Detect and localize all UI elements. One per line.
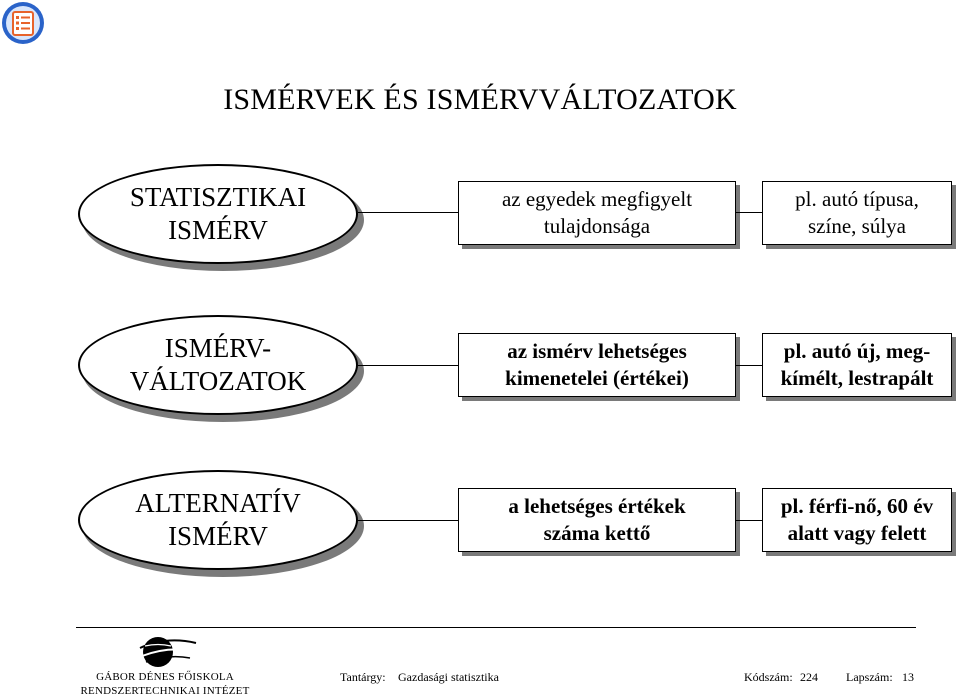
footer-rule <box>76 627 916 628</box>
connector-line <box>736 365 762 366</box>
subject-value: Gazdasági statisztika <box>398 670 499 684</box>
example-box: pl. autó típusa, színe, súlya <box>762 181 952 245</box>
example-box: pl. férfi-nő, 60 év alatt vagy felett <box>762 488 952 552</box>
concept-row-statistical-criterion <box>0 164 960 274</box>
definition-box: az egyedek megfigyelt tulajdonsága <box>458 181 736 245</box>
concept-row-criterion-variants <box>0 315 960 425</box>
page-label: Lapszám: <box>846 670 893 684</box>
connector-line <box>736 520 762 521</box>
connector-line <box>358 520 460 521</box>
code-value: 224 <box>800 670 818 684</box>
concept-label: ISMÉRV- VÁLTOZATOK <box>78 315 358 415</box>
concept-ellipse <box>78 164 366 272</box>
page-number: 13 <box>902 670 914 684</box>
connector-line <box>358 365 460 366</box>
concept-row-alternative-criterion <box>0 470 960 580</box>
page-title: ISMÉRVEK ÉS ISMÉRVVÁLTOZATOK <box>223 83 737 116</box>
example-box: pl. autó új, meg- kímélt, lestrapált <box>762 333 952 397</box>
subject-label: Tantárgy: <box>340 670 386 684</box>
concept-ellipse <box>78 315 366 423</box>
concept-label: ALTERNATÍV ISMÉRV <box>78 470 358 570</box>
connector-line <box>358 212 460 213</box>
globe-logo-icon <box>136 634 198 670</box>
school-name: GÁBOR DÉNES FŐISKOLA RENDSZERTECHNIKAI INTÉZET <box>80 671 250 697</box>
code-label: Kódszám: <box>744 670 793 684</box>
definition-box: az ismérv lehetséges kimenetelei (értékei) <box>458 333 736 397</box>
document-list-icon[interactable] <box>0 0 46 46</box>
concept-ellipse <box>78 470 366 578</box>
definition-box: a lehetséges értékek száma kettő <box>458 488 736 552</box>
connector-line <box>736 212 762 213</box>
concept-label: STATISZTIKAI ISMÉRV <box>78 164 358 264</box>
